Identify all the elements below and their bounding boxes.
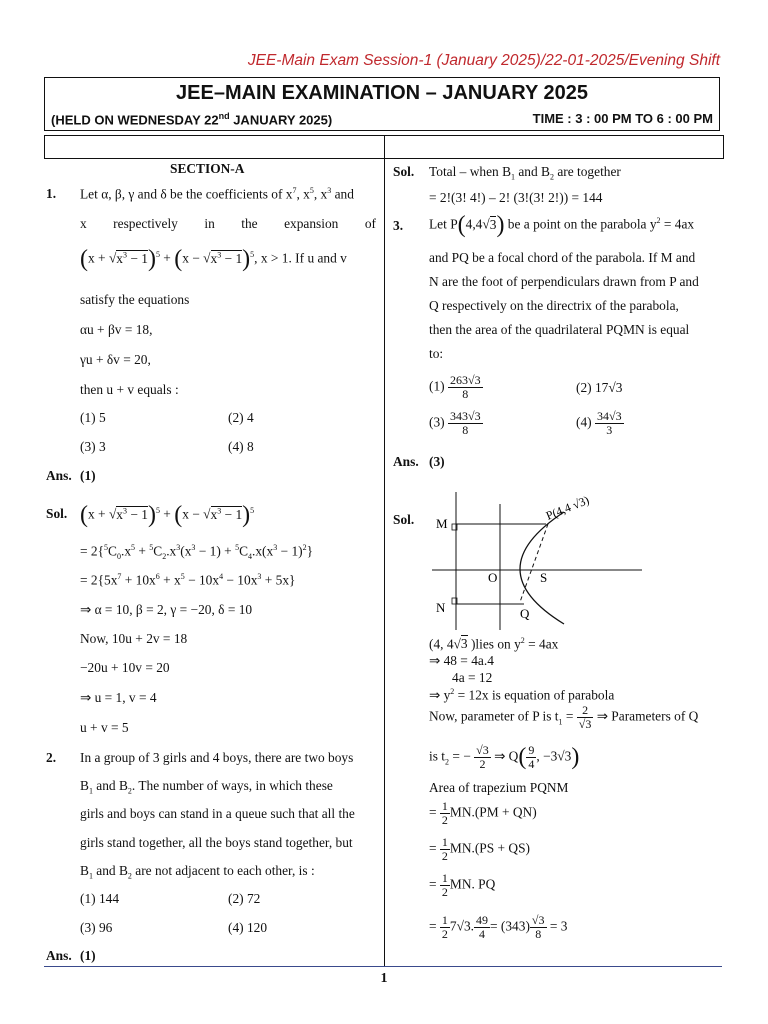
page-number: 1 <box>380 971 388 986</box>
q3-option-3: (3) $\frac{343√3}{8}$ <box>429 409 481 437</box>
q1-line7: then u + v equals : <box>80 382 179 397</box>
q3-sol-8: = $\frac{1}{2}$ MN.(PM + QN) <box>429 799 537 827</box>
q2-sol-1: Total – when $B_1$ and $B_2$ are together <box>429 164 621 182</box>
q3-answer: (3) <box>429 454 445 469</box>
q3-line4: Q respectively on the directrix of the parabola, <box>429 298 679 313</box>
column-divider <box>384 159 385 967</box>
parabola-diagram <box>428 484 648 634</box>
label-p: P(4,4 √3) <box>543 492 592 523</box>
q3-line1: Let P(4,4√3) be a point on the parabola $y^2 = 4ax$ <box>429 212 695 238</box>
q2-answer: (1) <box>80 948 96 963</box>
q1-solution-label: Sol. <box>46 506 68 521</box>
q3-line5: then the area of the quadrilateral PQMN is equal <box>429 322 690 337</box>
q3-sol-10: = $\frac{1}{2}$ MN. PQ <box>429 871 496 899</box>
q1-sol-4: Now, 10u + 2v = 18 <box>80 631 188 646</box>
q2-number: 2. <box>46 750 57 765</box>
exam-header-box <box>44 77 720 131</box>
q3-line6: to: <box>429 346 444 361</box>
q3-sol-7: Area of trapezium PQNM <box>429 780 569 795</box>
q1-sol-5: −20u + 10v = 20 <box>80 660 170 675</box>
q3-sol-2: ⇒ 48 = 4a.4 <box>429 653 494 668</box>
q2-option-2: (2) 72 <box>228 891 261 906</box>
q1-option-4: (4) 8 <box>228 439 254 454</box>
q1-sol-7: u + v = 5 <box>80 720 129 735</box>
q2-option-4: (4) 120 <box>228 920 268 935</box>
q3-sol-9: = $\frac{1}{2}$ MN.(PS + QS) <box>429 835 531 863</box>
q3-option-1: (1) $\frac{263√3}{8}$ <box>429 373 481 401</box>
q1-eq1: αu + βv = 18, <box>80 322 153 337</box>
q3-line2: and PQ be a focal chord of the parabola. If M and <box>429 250 696 265</box>
q3-number: 3. <box>393 218 404 233</box>
q1-answer: (1) <box>80 468 96 483</box>
q1-answer-label: Ans. <box>46 468 72 483</box>
q2-option-1: (1) 144 <box>80 891 120 906</box>
q1-expression: $(x + √x^3 - 1)^5 + (x - √x^3 - 1)^5$, x > 1. If u and v <box>80 246 347 272</box>
q1-option-1: (1) 5 <box>80 410 106 425</box>
q2-line3: girls and boys can stand in a queue such that all the <box>80 806 355 821</box>
q3-option-4: (4) $\frac{34√3}{3}$ <box>576 409 622 437</box>
label-s: S <box>540 570 548 585</box>
q3-sol-6: is $t_2$ = − $\frac{√3}{2}$ ⇒ Q( $\frac{9}{4}$ , −3√3) <box>429 743 580 771</box>
column-band <box>44 135 724 159</box>
q1-line4: satisfy the equations <box>80 292 190 307</box>
q2-answer-label: Ans. <box>46 948 72 963</box>
q1-option-3: (3) 3 <box>80 439 106 454</box>
q1-sol-1: = $2\{^5C_0.x^5 + ^5C_2.x^3(x^3 - 1) + ^5C_4.x(x^3 - 1)^2\}$ <box>80 543 314 562</box>
q2-solution-label: Sol. <box>393 164 415 179</box>
exam-title: JEE–MAIN EXAMINATION – JANUARY 2025 <box>176 82 588 104</box>
q3-line3: N are the foot of perpendiculars drawn from P and <box>429 274 699 289</box>
q3-sol-4: ⇒ $y^2 = 12x$ is equation of parabola <box>429 687 615 703</box>
footer-rule <box>44 966 722 967</box>
label-o: O <box>488 570 498 585</box>
q3-solution-label: Sol. <box>393 512 415 527</box>
q1-eq2: γu + δv = 20, <box>80 352 151 367</box>
label-m: M <box>436 516 448 531</box>
q1-line1: Let α, β, γ and δ be the coefficients of $x^7$, $x^5$, $x^3$ and <box>80 186 354 202</box>
focal-chord <box>520 524 548 602</box>
q2-option-3: (3) 96 <box>80 920 113 935</box>
q3-answer-label: Ans. <box>393 454 419 469</box>
q2-line5: $B_1$ and $B_2$ are not adjacent to each other, is : <box>80 863 315 881</box>
q1-option-2: (2) 4 <box>228 410 254 425</box>
q1-sol-6: ⇒ u = 1, v = 4 <box>80 690 157 705</box>
q2-line4: girls stand together, all the boys stand together, but <box>80 835 353 850</box>
q1-sol-3: ⇒ α = 10, β = 2, γ = −20, δ = 10 <box>80 602 253 617</box>
q1-line2: x respectively in the expansion of <box>80 216 376 231</box>
q3-sol-1: (4, 4√3 )lies on $y^2 = 4ax$ <box>429 636 559 652</box>
label-q: Q <box>520 606 530 621</box>
q3-sol-5: Now, parameter of P is $t_1$ = $\frac{2}{√3}$ ⇒ Parameters of Q <box>429 703 699 731</box>
label-n: N <box>436 600 446 615</box>
held-on: (HELD ON WEDNESDAY 22nd JANUARY 2025) <box>51 111 333 128</box>
session-header: JEE-Main Exam Session-1 (January 2025)/22-01-2025/Evening Shift <box>247 52 720 69</box>
q1-sol-expression: $(x + √x^3 - 1)^5 + (x - √x^3 - 1)^5$ <box>80 502 255 528</box>
q2-line2: $B_1$ and $B_2$. The number of ways, in which these <box>80 778 333 796</box>
q1-sol-2: = $2\{5x^7 + 10x^6 + x^5 - 10x^4 - 10x^3 + 5x\}$ <box>80 572 296 588</box>
q1-number: 1. <box>46 186 57 201</box>
q2-line1: In a group of 3 girls and 4 boys, there are two boys <box>80 750 354 765</box>
q2-sol-2: = 2!(3! 4!) – 2! (3!(3! 2!)) = 144 <box>429 190 603 205</box>
q3-option-2: (2) 17√3 <box>576 380 623 395</box>
exam-time: TIME : 3 : 00 PM TO 6 : 00 PM <box>532 111 713 126</box>
q3-sol-11: = $\frac{1}{2}$ 7√3. $\frac{49}{4}$ = (343) $\frac{√3}{8}$ = 3 <box>429 913 568 941</box>
q3-sol-3: 4a = 12 <box>452 670 493 685</box>
section-heading: SECTION-A <box>170 161 245 176</box>
